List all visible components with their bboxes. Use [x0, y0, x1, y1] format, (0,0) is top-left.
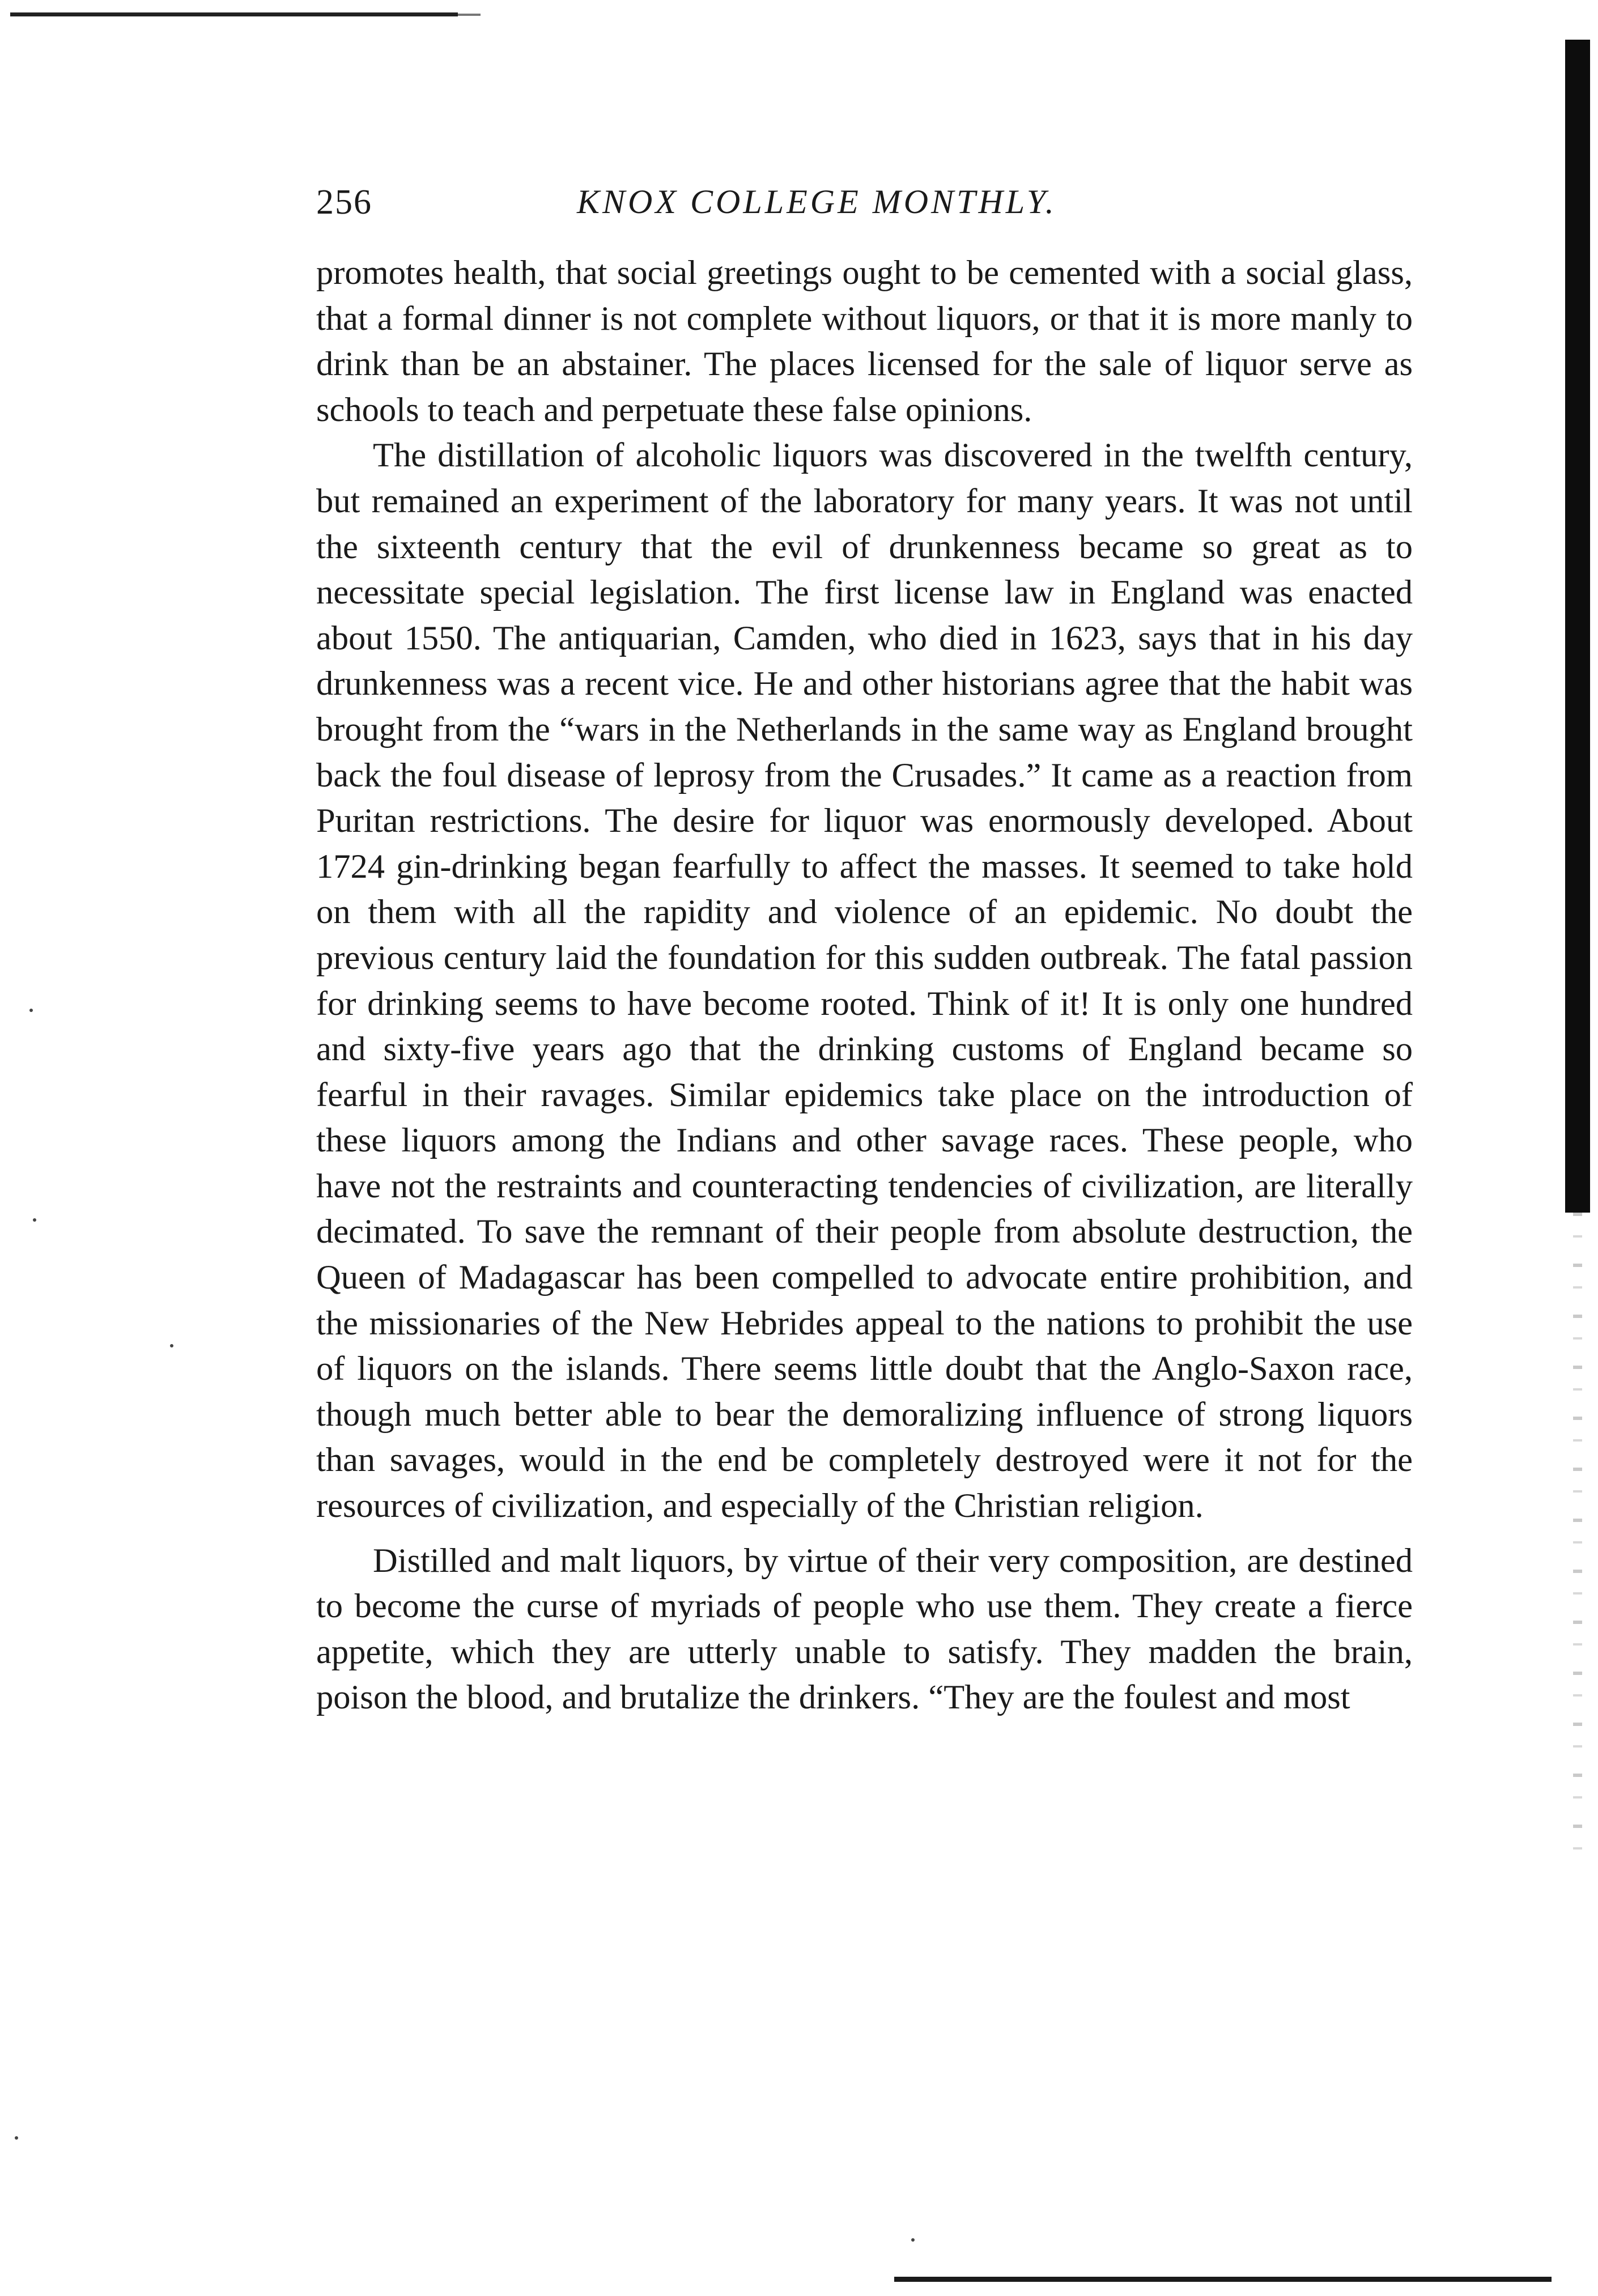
margin-speck [911, 2238, 915, 2242]
top-rule [10, 12, 458, 16]
margin-speck [15, 2136, 18, 2140]
paragraph-continued: promotes health, that social greetings ought to be cemented with a social glass, that a formal dinner is not complete without liquors, or that it is more manly to drink than be an abstainer. The places licensed for the sale of liquor serve as schools to teach and perpetuate these false opinions. [316, 254, 1413, 429]
running-header [316, 170, 1421, 227]
page-number: 256 [316, 183, 372, 222]
margin-speck [170, 1344, 173, 1347]
binding-edge-specks [1573, 1213, 1582, 1864]
top-rule-tail [458, 14, 481, 16]
margin-speck [29, 1009, 33, 1012]
paragraph-distillation-history: The distillation of alcoholic liquors was discovered in the twelfth century, but remained an experiment of the laboratory for many years. It was not until the sixteenth century that the evil of drunkenness became so great as to necessitate special legislation. The first license law in England was enacted about 1550. The antiquarian, Camden, who died in 1623, says that in his day drunkenness was a recent vice. He and other historians agree that the habit was brought from the “wars in the Netherlands in the same way as England brought back the foul disease of leprosy from the Crusades.” It came as a reaction from Puritan restrictions. The desire for liquor was enormously developed. About 1724 gin-drinking began fearfully to affect the masses. It seemed to take hold on them with all the rapidity and violence of an epidemic. No doubt the previous century laid the foundation for this sudden outbreak. The fatal passion for drinking seems to have become rooted. Think of it! It is only one hundred and sixty-five years ago that the drinking customs of England became so fearful in their ravages. Similar epidemics take place on the introduction of these liquors among the Indians and other savage races. These people, who have not the restraints and counteracting tendencies of civilization, are literally decimated. To save the remnant of their people from absolute destruction, the Queen of Madagascar has been compelled to advocate entire prohibition, and the missionaries of the New Hebrides appeal to the nations to prohibit the use of liquors on the islands. There seems little doubt that the Anglo-Saxon race, though much better able to bear the demoralizing influence of strong liquors than savages, would in the end be completely destroyed were it not for the resources of civilization, and especially of the Christian religion. [316, 436, 1413, 1525]
binding-edge-shadow [1565, 40, 1590, 1213]
body-text [316, 250, 1413, 1721]
margin-speck [33, 1218, 36, 1222]
running-title: KNOX COLLEGE MONTHLY. [577, 183, 1057, 220]
paragraph-distilled-liquors: Distilled and malt liquors, by virtue of their very composition, are destined to become the curse of myriads of people who use them. They create a fierce appetite, which they are utterly unable to satisfy. They madden the brain, poison the blood, and brutalize the drinkers. “They are the foulest and most [316, 1541, 1413, 1717]
bottom-rule [894, 2277, 1552, 2282]
